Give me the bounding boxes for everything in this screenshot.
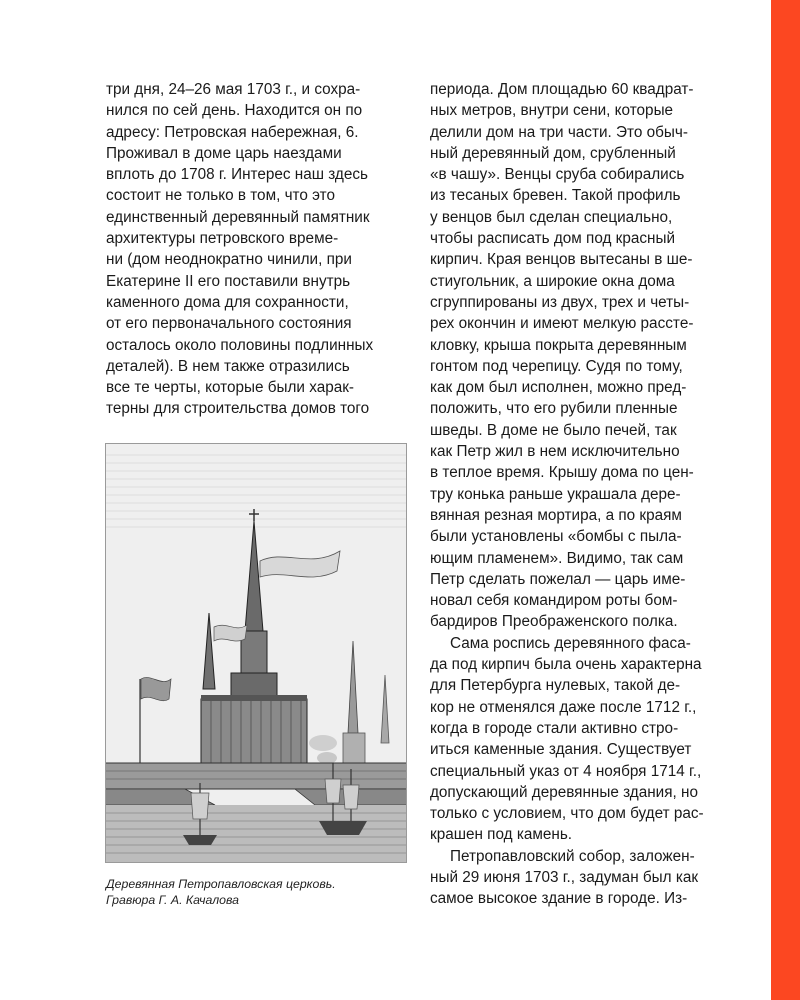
text-line: все те черты, которые были харак- xyxy=(106,379,354,397)
text-line: «в чашу». Венцы сруба собирались xyxy=(430,166,685,184)
text-line: три дня, 24–26 мая 1703 г., и сохра- xyxy=(106,81,361,98)
text-line: терны для строительства домов того xyxy=(106,400,370,418)
text-line: иться каменные здания. Существует xyxy=(430,741,692,759)
text-line: кор не отменялся даже после 1712 г., xyxy=(430,698,697,716)
text-line: нился по сей день. Находится он по xyxy=(106,102,363,120)
text-line: как Петр жил в нем исключительно xyxy=(430,443,680,461)
text-line: крашен под камень. xyxy=(430,826,573,844)
text-line: самое высокое здание в городе. Из- xyxy=(430,890,688,908)
text-line: вплоть до 1708 г. Интерес наш здесь xyxy=(106,166,368,184)
figure-caption xyxy=(106,876,426,908)
left-text-column xyxy=(106,79,406,420)
text-line: делили дом на три части. Это обыч- xyxy=(430,123,688,141)
text-line: ных метров, внутри сени, которые xyxy=(430,102,674,120)
text-line: архитектуры петровского време- xyxy=(106,230,339,248)
text-line: периода. Дом площадью 60 квадрат- xyxy=(430,81,694,98)
caption-line: Деревянная Петропавловская церковь. xyxy=(106,877,336,891)
text-line: как дом был исполнен, можно пред- xyxy=(430,379,687,397)
text-line: единственный деревянный памятник xyxy=(106,208,370,226)
text-line: новал себя командиром роты бом- xyxy=(430,592,678,610)
text-line: Проживал в доме царь наездами xyxy=(106,144,342,162)
paragraph-start-line: Сама роспись деревянного фаса- xyxy=(450,634,691,652)
text-line: клoвку, крыша покрыта деревянным xyxy=(430,336,687,354)
text-line: у венцов был сделан специально, xyxy=(430,208,673,226)
text-line: да под кирпич была очень характерна xyxy=(430,656,702,674)
caption-line: Гравюра Г. А. Качалова xyxy=(106,893,240,907)
text-line: осталось около половины подлинных xyxy=(106,336,374,354)
text-line: когда в городе стали активно стро- xyxy=(430,719,679,737)
text-line: Петр сделать пожелал — царь име- xyxy=(430,570,686,588)
peter-paul-church-engraving xyxy=(105,443,407,863)
text-line: Екатерине II его поставили внутрь xyxy=(106,272,351,290)
text-line: ный 29 июня 1703 г., задуман был как xyxy=(430,868,699,886)
text-line: допускающий деревянные здания, но xyxy=(430,783,698,801)
text-line: вянная резная мортира, а по краям xyxy=(430,506,682,524)
text-line: ющим пламенем». Видимо, так сам xyxy=(430,549,684,567)
text-line: ни (дом неоднократно чинили, при xyxy=(106,251,352,269)
text-line: состоит не только в том, что это xyxy=(106,187,335,205)
accent-side-bar xyxy=(771,0,800,1000)
text-line: шведы. В доме не было печей, так xyxy=(430,421,677,439)
text-line: адресу: Петровская набережная, 6. xyxy=(106,123,359,141)
text-line: специальный указ от 4 ноября 1714 г., xyxy=(430,762,702,780)
text-line: положить, что его рубили пленные xyxy=(430,400,678,418)
text-line: были установлены «бомбы с пыла- xyxy=(430,528,682,546)
text-line: чтобы расписать дом под красный xyxy=(430,230,676,248)
text-line: в теплое время. Крышу дома по цен- xyxy=(430,464,694,482)
text-line: только с условием, что дом будет рас- xyxy=(430,805,704,823)
text-line: тру конька раньше украшала дере- xyxy=(430,485,681,503)
text-line: сгруппированы из двух, трех и четы- xyxy=(430,293,690,311)
text-line: гонтом под черепицу. Судя по тому, xyxy=(430,357,683,375)
text-line: от его первоначального состояния xyxy=(106,315,352,333)
text-line: кирпич. Края венцов вытесаны в ше- xyxy=(430,251,693,269)
engraving-illustration xyxy=(105,443,407,863)
text-line: бардиров Преображенского полка. xyxy=(430,613,678,631)
text-line: для Петербурга нулевых, такой де- xyxy=(430,677,681,695)
text-line: каменного дома для сохранности, xyxy=(106,293,349,311)
text-line: рех окончин и имеют мелкую расстe- xyxy=(430,315,694,333)
right-text-column xyxy=(430,79,730,910)
text-line: деталей). В нем также отразились xyxy=(106,357,350,375)
text-line: ный деревянный дом, срубленный xyxy=(430,144,676,162)
text-line: из тесаных бревен. Такой профиль xyxy=(430,187,681,205)
paragraph-start-line: Петропавловский собор, заложен- xyxy=(450,847,695,865)
text-line: стиугольник, а широкие окна дома xyxy=(430,272,675,290)
